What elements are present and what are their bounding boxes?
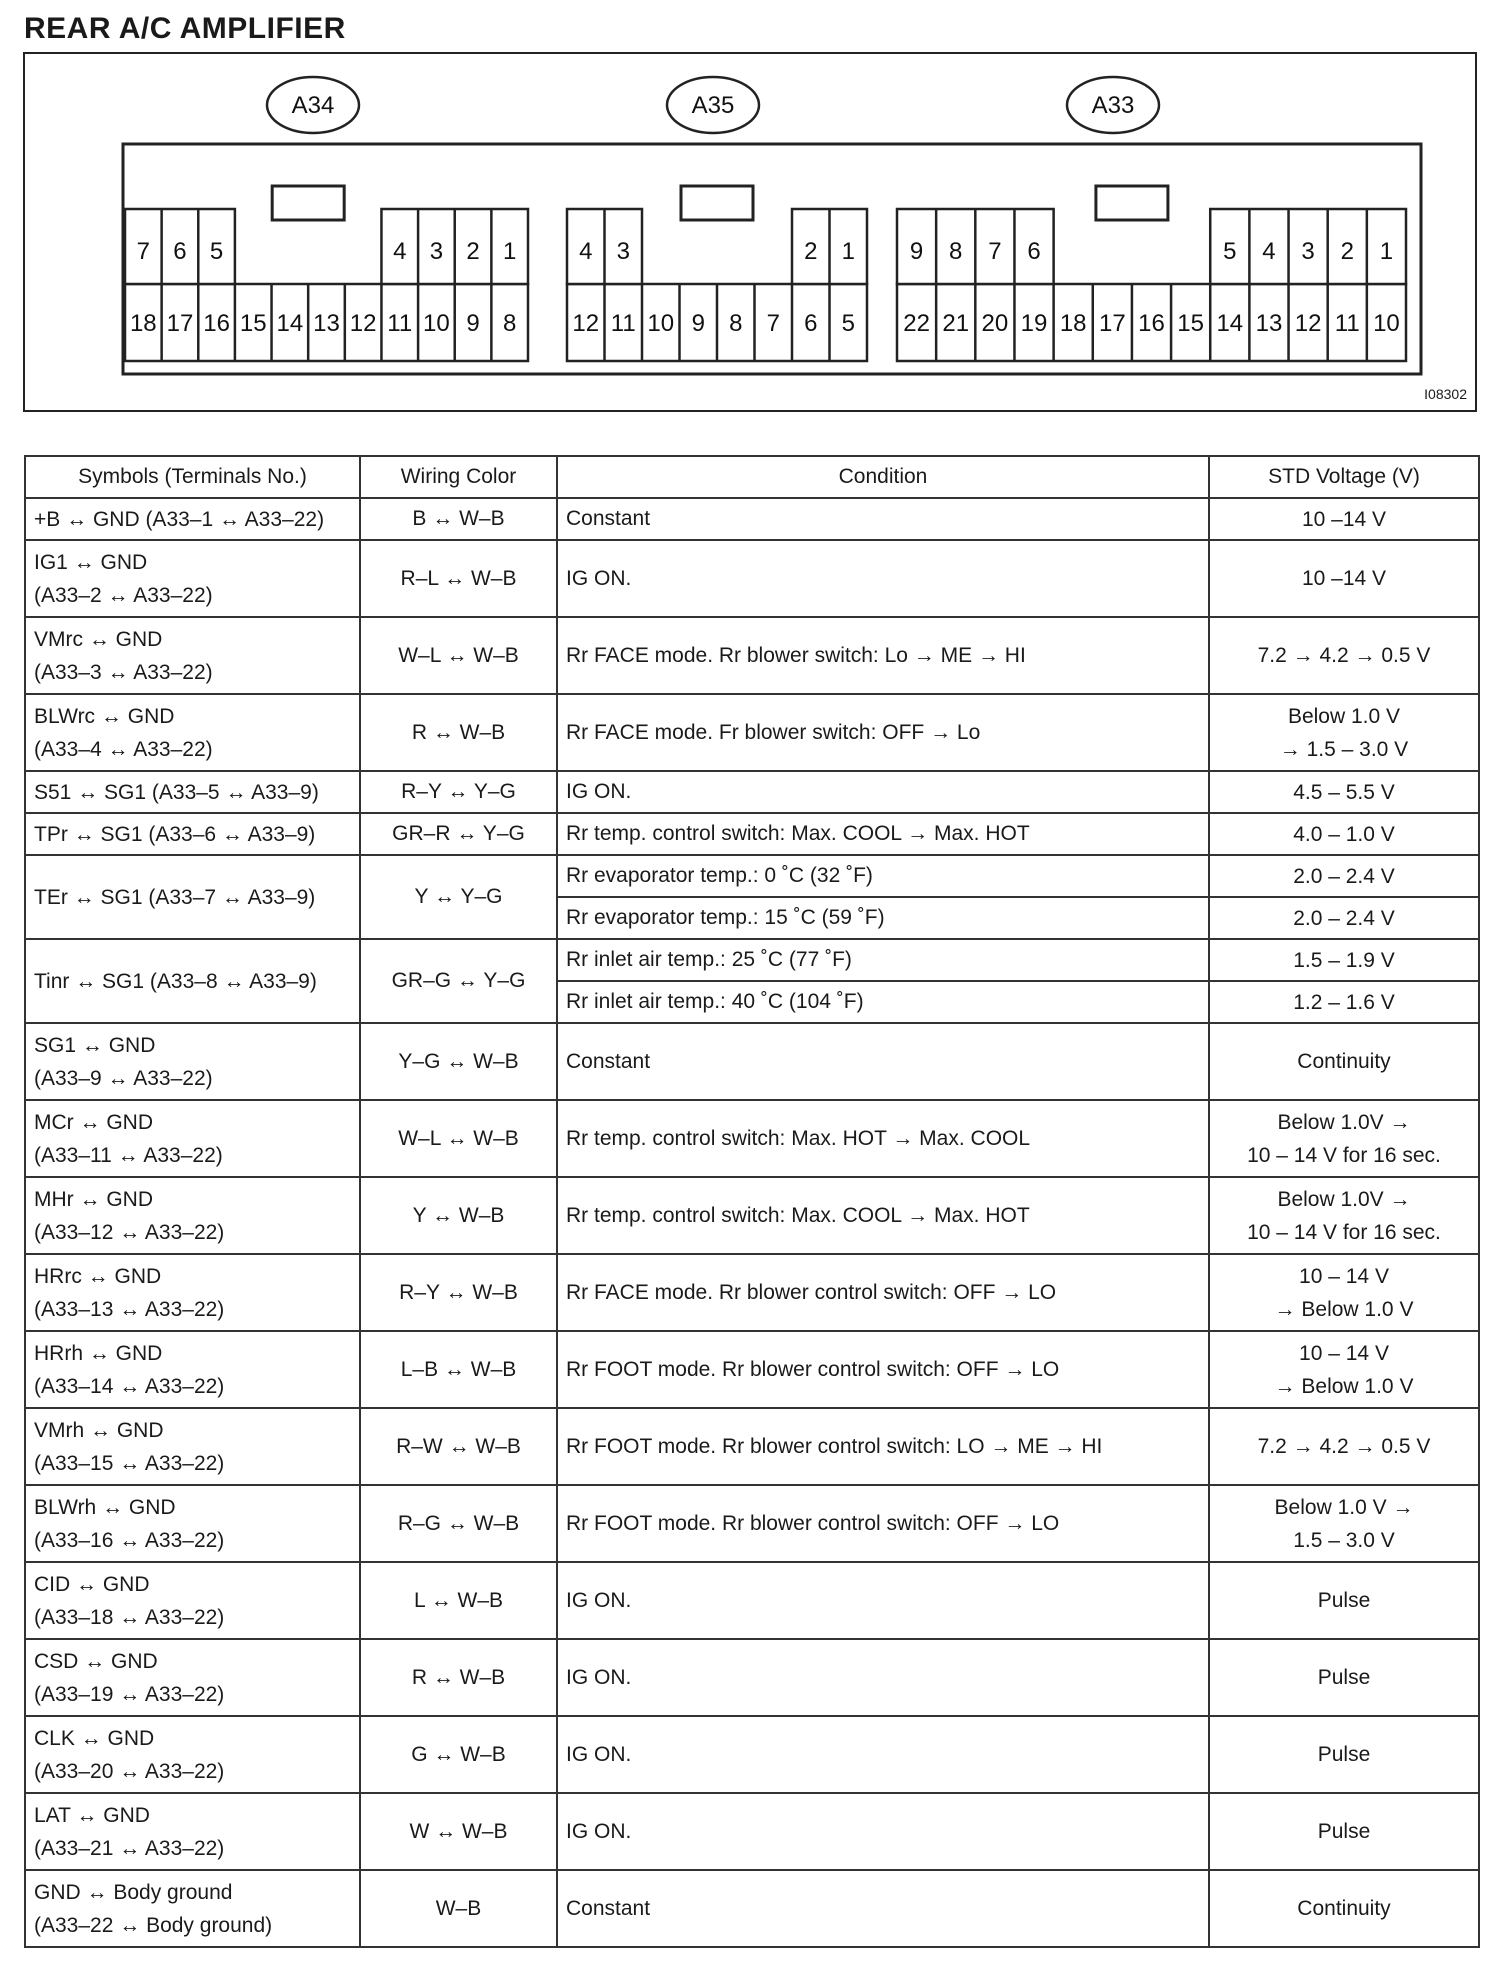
pin-number: 12 <box>1294 310 1322 337</box>
symbol-line: (A33–4 ↔ A33–22) <box>34 737 213 761</box>
connector-label: A34 <box>291 92 335 119</box>
voltage-line: 10 –14 V <box>1301 507 1387 531</box>
pin-number: 8 <box>729 310 743 337</box>
symbol-cell <box>25 694 360 771</box>
voltage-line: Pulse <box>1317 1589 1371 1612</box>
table-row <box>25 1716 1479 1793</box>
pin-number: 3 <box>616 238 630 265</box>
pin-number: 20 <box>981 310 1009 337</box>
pin-number: 5 <box>209 238 224 265</box>
condition-cell: Rr FOOT mode. Rr blower control switch: OFF → LO <box>557 1485 1209 1562</box>
voltage-line: 7.2 → 4.2 → 0.5 V <box>1257 644 1431 667</box>
pin-number: 9 <box>691 310 705 337</box>
table-row <box>25 939 1479 981</box>
std-voltage-cell <box>1209 897 1479 939</box>
voltage-line: 1.2 – 1.6 V <box>1293 990 1395 1014</box>
voltage-line: → Below 1.0 V <box>1274 1297 1414 1321</box>
symbol-line: (A33–19 ↔ A33–22) <box>34 1682 225 1706</box>
symbol-line: MCr ↔ GND <box>34 1110 153 1134</box>
wiring-color-cell: R ↔ W–B <box>360 1639 557 1716</box>
pin-number: 3 <box>429 238 444 265</box>
pin-number: 10 <box>647 310 675 337</box>
symbol-cell <box>25 813 360 855</box>
wiring-color-cell: Y ↔ W–B <box>360 1177 557 1254</box>
wiring-color-cell: R–G ↔ W–B <box>360 1485 557 1562</box>
symbol-cell <box>25 1331 360 1408</box>
symbol-cell <box>25 939 360 1023</box>
std-voltage-cell <box>1209 1100 1479 1177</box>
header-symbols: Symbols (Terminals No.) <box>25 456 360 498</box>
condition-cell: Constant <box>557 1870 1209 1947</box>
symbol-line: (A33–14 ↔ A33–22) <box>34 1374 225 1398</box>
std-voltage-cell <box>1209 1331 1479 1408</box>
std-voltage-cell <box>1209 1870 1479 1947</box>
pin-number: 1 <box>1379 238 1394 265</box>
pin-number: 4 <box>579 238 593 265</box>
voltage-line: Pulse <box>1317 1820 1371 1843</box>
pin-number: 13 <box>1255 310 1283 337</box>
table-row <box>25 1485 1479 1562</box>
symbol-cell <box>25 1023 360 1100</box>
voltage-line: 10 – 14 V <box>1299 1264 1389 1288</box>
symbol-line: HRrh ↔ GND <box>34 1341 163 1365</box>
symbol-line: CLK ↔ GND <box>34 1726 155 1750</box>
table-row <box>25 1100 1479 1177</box>
symbol-line: TPr ↔ SG1 (A33–6 ↔ A33–9) <box>34 822 316 846</box>
voltage-line: 10 – 14 V for 16 sec. <box>1247 1220 1441 1244</box>
connector-label: A35 <box>691 92 735 119</box>
voltage-line: 2.0 – 2.4 V <box>1293 864 1395 888</box>
header-wiring-color: Wiring Color <box>360 456 557 498</box>
wiring-color-cell: R–Y ↔ Y–G <box>360 771 557 813</box>
condition-cell: IG ON. <box>557 540 1209 617</box>
table-row <box>25 694 1479 771</box>
voltage-line: → 1.5 – 3.0 V <box>1279 737 1409 761</box>
symbol-line: (A33–11 ↔ A33–22) <box>34 1143 223 1167</box>
table-row <box>25 1023 1479 1100</box>
table-row <box>25 1870 1479 1947</box>
std-voltage-cell <box>1209 1254 1479 1331</box>
pin-number: 7 <box>136 238 150 265</box>
condition-cell: Rr inlet air temp.: 25 ˚C (77 ˚F) <box>557 939 1209 981</box>
condition-cell: Rr FOOT mode. Rr blower control switch: LO → ME → HI <box>557 1408 1209 1485</box>
table-row <box>25 1254 1479 1331</box>
page-title: REAR A/C AMPLIFIER <box>24 12 346 45</box>
symbol-cell <box>25 1408 360 1485</box>
pin-number: 2 <box>1340 238 1354 265</box>
std-voltage-cell <box>1209 1023 1479 1100</box>
condition-cell: Rr inlet air temp.: 40 ˚C (104 ˚F) <box>557 981 1209 1023</box>
voltage-line: Below 1.0V → <box>1277 1187 1411 1211</box>
voltage-line: 2.0 – 2.4 V <box>1293 906 1395 930</box>
pin-number: 10 <box>423 310 450 337</box>
voltage-line: Below 1.0 V → <box>1274 1495 1414 1519</box>
std-voltage-cell <box>1209 939 1479 981</box>
voltage-line: 4.5 – 5.5 V <box>1293 780 1395 804</box>
pin-number: 4 <box>393 238 407 265</box>
connector-label: A33 <box>1091 92 1135 119</box>
pin-number: 9 <box>909 238 924 265</box>
symbol-line: CID ↔ GND <box>34 1572 150 1596</box>
symbol-line: VMrc ↔ GND <box>34 627 163 651</box>
pin-number: 13 <box>313 310 340 337</box>
image-id: I08302 <box>1424 386 1467 402</box>
pin-number: 6 <box>173 238 187 265</box>
pin-number: 5 <box>841 310 855 337</box>
pin-number: 16 <box>1138 310 1165 337</box>
pin-number: 11 <box>387 310 413 337</box>
pin-number: 12 <box>572 310 600 337</box>
symbol-line: TEr ↔ SG1 (A33–7 ↔ A33–9) <box>34 885 316 909</box>
voltage-line: Pulse <box>1317 1666 1371 1689</box>
wiring-color-cell: W–B <box>360 1870 557 1947</box>
condition-cell: Rr FACE mode. Rr blower switch: Lo → ME → HI <box>557 617 1209 694</box>
voltage-line: 1.5 – 1.9 V <box>1293 948 1395 972</box>
wiring-color-cell: W–L ↔ W–B <box>360 617 557 694</box>
connector-diagram-svg <box>25 54 1475 410</box>
symbol-line: (A33–22 ↔ Body ground) <box>34 1913 273 1937</box>
symbol-line: BLWrh ↔ GND <box>34 1495 176 1519</box>
table-header-row <box>25 456 1479 498</box>
table-row <box>25 540 1479 617</box>
symbol-line: (A33–13 ↔ A33–22) <box>34 1297 225 1321</box>
wiring-color-cell: GR–R ↔ Y–G <box>360 813 557 855</box>
symbol-line: MHr ↔ GND <box>34 1187 153 1211</box>
condition-cell: Constant <box>557 1023 1209 1100</box>
connector-lock-tab <box>681 186 753 220</box>
wiring-color-cell: R–W ↔ W–B <box>360 1408 557 1485</box>
condition-cell: Constant <box>557 498 1209 540</box>
pin-number: 2 <box>804 238 818 265</box>
symbol-line: SG1 ↔ GND <box>34 1033 156 1057</box>
std-voltage-cell <box>1209 855 1479 897</box>
wiring-color-cell: R ↔ W–B <box>360 694 557 771</box>
pin-number: 1 <box>503 238 517 265</box>
connector-diagram <box>23 52 1477 412</box>
std-voltage-cell <box>1209 1639 1479 1716</box>
voltage-line: 10 –14 V <box>1301 567 1387 590</box>
symbol-cell <box>25 1870 360 1947</box>
pin-number: 4 <box>1262 238 1276 265</box>
std-voltage-cell <box>1209 1562 1479 1639</box>
voltage-line: 7.2 → 4.2 → 0.5 V <box>1257 1435 1431 1458</box>
symbol-cell <box>25 1254 360 1331</box>
table-row <box>25 498 1479 540</box>
symbol-line: (A33–16 ↔ A33–22) <box>34 1528 225 1552</box>
wiring-color-cell: R–Y ↔ W–B <box>360 1254 557 1331</box>
symbol-line: Tinr ↔ SG1 (A33–8 ↔ A33–9) <box>34 969 317 993</box>
voltage-line: Below 1.0 V <box>1287 704 1401 728</box>
pin-number: 5 <box>1223 238 1237 265</box>
pin-number: 11 <box>1334 310 1360 337</box>
pin-number: 21 <box>942 310 970 337</box>
condition-cell: IG ON. <box>557 1793 1209 1870</box>
pin-number: 8 <box>503 310 517 337</box>
wiring-color-cell: L–B ↔ W–B <box>360 1331 557 1408</box>
condition-cell: Rr temp. control switch: Max. COOL → Max. HOT <box>557 1177 1209 1254</box>
wiring-color-cell: Y–G ↔ W–B <box>360 1023 557 1100</box>
voltage-line: 10 – 14 V for 16 sec. <box>1247 1143 1441 1167</box>
std-voltage-cell <box>1209 1177 1479 1254</box>
table-row <box>25 1793 1479 1870</box>
symbol-line: HRrc ↔ GND <box>34 1264 162 1288</box>
voltage-line: → Below 1.0 V <box>1274 1374 1414 1398</box>
condition-cell: Rr temp. control switch: Max. COOL → Max. HOT <box>557 813 1209 855</box>
symbol-line: (A33–2 ↔ A33–22) <box>34 583 213 607</box>
pin-number: 22 <box>903 310 930 337</box>
pin-number: 12 <box>349 310 377 337</box>
voltage-line: Continuity <box>1297 1897 1391 1920</box>
pin-number: 15 <box>1177 310 1205 337</box>
wiring-color-cell: W ↔ W–B <box>360 1793 557 1870</box>
symbol-cell <box>25 1485 360 1562</box>
symbol-cell <box>25 771 360 813</box>
condition-cell: Rr FACE mode. Fr blower switch: OFF → Lo <box>557 694 1209 771</box>
table-row <box>25 617 1479 694</box>
wiring-color-cell: GR–G ↔ Y–G <box>360 939 557 1023</box>
header-std-voltage: STD Voltage (V) <box>1209 456 1479 498</box>
symbol-cell <box>25 1639 360 1716</box>
pin-number: 18 <box>1059 310 1087 337</box>
std-voltage-cell <box>1209 1485 1479 1562</box>
pin-number: 17 <box>166 310 194 337</box>
symbol-cell <box>25 1793 360 1870</box>
condition-cell: IG ON. <box>557 771 1209 813</box>
condition-cell: Rr FACE mode. Rr blower control switch: OFF → LO <box>557 1254 1209 1331</box>
pin-number: 10 <box>1373 310 1400 337</box>
symbol-line: (A33–12 ↔ A33–22) <box>34 1220 225 1244</box>
wiring-color-cell: G ↔ W–B <box>360 1716 557 1793</box>
table-row <box>25 1408 1479 1485</box>
voltage-line: 10 – 14 V <box>1299 1341 1389 1365</box>
symbol-line: (A33–20 ↔ A33–22) <box>34 1759 225 1783</box>
symbol-line: (A33–9 ↔ A33–22) <box>34 1066 213 1090</box>
pin-number: 18 <box>129 310 157 337</box>
voltage-line: Below 1.0V → <box>1277 1110 1411 1134</box>
wiring-color-cell: Y ↔ Y–G <box>360 855 557 939</box>
table-row <box>25 1562 1479 1639</box>
pin-number: 11 <box>610 310 636 337</box>
condition-cell: Rr evaporator temp.: 0 ˚C (32 ˚F) <box>557 855 1209 897</box>
condition-cell: IG ON. <box>557 1716 1209 1793</box>
condition-cell: Rr temp. control switch: Max. HOT → Max. COOL <box>557 1100 1209 1177</box>
pin-number: 16 <box>203 310 230 337</box>
wiring-color-cell: B ↔ W–B <box>360 498 557 540</box>
symbol-cell <box>25 1716 360 1793</box>
symbol-line: CSD ↔ GND <box>34 1649 158 1673</box>
condition-cell: IG ON. <box>557 1562 1209 1639</box>
voltage-line: Pulse <box>1317 1743 1371 1766</box>
voltage-line: Continuity <box>1297 1050 1391 1073</box>
table-row <box>25 855 1479 897</box>
connector-lock-tab <box>1096 186 1168 220</box>
std-voltage-cell <box>1209 694 1479 771</box>
symbol-cell <box>25 1177 360 1254</box>
symbol-cell <box>25 540 360 617</box>
std-voltage-cell <box>1209 498 1479 540</box>
pin-number: 14 <box>276 310 304 337</box>
wiring-color-cell: L ↔ W–B <box>360 1562 557 1639</box>
symbol-line: GND ↔ Body ground <box>34 1880 233 1904</box>
std-voltage-cell <box>1209 813 1479 855</box>
pin-number: 2 <box>466 238 480 265</box>
symbol-line: BLWrc ↔ GND <box>34 704 175 728</box>
std-voltage-cell <box>1209 540 1479 617</box>
symbol-line: VMrh ↔ GND <box>34 1418 164 1442</box>
std-voltage-cell <box>1209 771 1479 813</box>
pin-number: 7 <box>766 310 780 337</box>
table-row <box>25 771 1479 813</box>
symbol-line: (A33–21 ↔ A33–22) <box>34 1836 225 1860</box>
pin-number: 17 <box>1098 310 1126 337</box>
wiring-color-cell: R–L ↔ W–B <box>360 540 557 617</box>
symbol-cell <box>25 498 360 540</box>
condition-cell: Rr FOOT mode. Rr blower control switch: OFF → LO <box>557 1331 1209 1408</box>
symbol-line: LAT ↔ GND <box>34 1803 150 1827</box>
pin-number: 1 <box>841 238 855 265</box>
symbol-line: (A33–15 ↔ A33–22) <box>34 1451 225 1475</box>
std-voltage-cell <box>1209 617 1479 694</box>
voltage-line: 4.0 – 1.0 V <box>1293 822 1395 846</box>
pin-number: 9 <box>466 310 480 337</box>
std-voltage-cell <box>1209 1716 1479 1793</box>
connector-lock-tab <box>272 186 344 220</box>
pin-number: 7 <box>988 238 1002 265</box>
std-voltage-cell <box>1209 981 1479 1023</box>
table-row <box>25 1639 1479 1716</box>
header-condition: Condition <box>557 456 1209 498</box>
symbol-line: S51 ↔ SG1 (A33–5 ↔ A33–9) <box>34 780 319 804</box>
table-row <box>25 1331 1479 1408</box>
pin-number: 8 <box>949 238 963 265</box>
std-voltage-cell <box>1209 1408 1479 1485</box>
condition-cell: IG ON. <box>557 1639 1209 1716</box>
table-row <box>25 813 1479 855</box>
table-row <box>25 1177 1479 1254</box>
pin-number: 19 <box>1020 310 1048 337</box>
std-voltage-cell <box>1209 1793 1479 1870</box>
symbol-line: (A33–3 ↔ A33–22) <box>34 660 213 684</box>
terminal-spec-table <box>24 455 1480 1948</box>
voltage-line: 1.5 – 3.0 V <box>1293 1528 1395 1552</box>
pin-number: 14 <box>1216 310 1244 337</box>
symbol-cell <box>25 617 360 694</box>
symbol-line: +B ↔ GND (A33–1 ↔ A33–22) <box>34 507 325 531</box>
wiring-color-cell: W–L ↔ W–B <box>360 1100 557 1177</box>
symbol-cell <box>25 855 360 939</box>
pin-number: 3 <box>1301 238 1315 265</box>
pin-number: 6 <box>1027 238 1041 265</box>
symbol-line: (A33–18 ↔ A33–22) <box>34 1605 225 1629</box>
symbol-cell <box>25 1562 360 1639</box>
symbol-cell <box>25 1100 360 1177</box>
pin-number: 15 <box>239 310 267 337</box>
symbol-line: IG1 ↔ GND <box>34 550 148 574</box>
condition-cell: Rr evaporator temp.: 15 ˚C (59 ˚F) <box>557 897 1209 939</box>
pin-number: 6 <box>804 310 818 337</box>
